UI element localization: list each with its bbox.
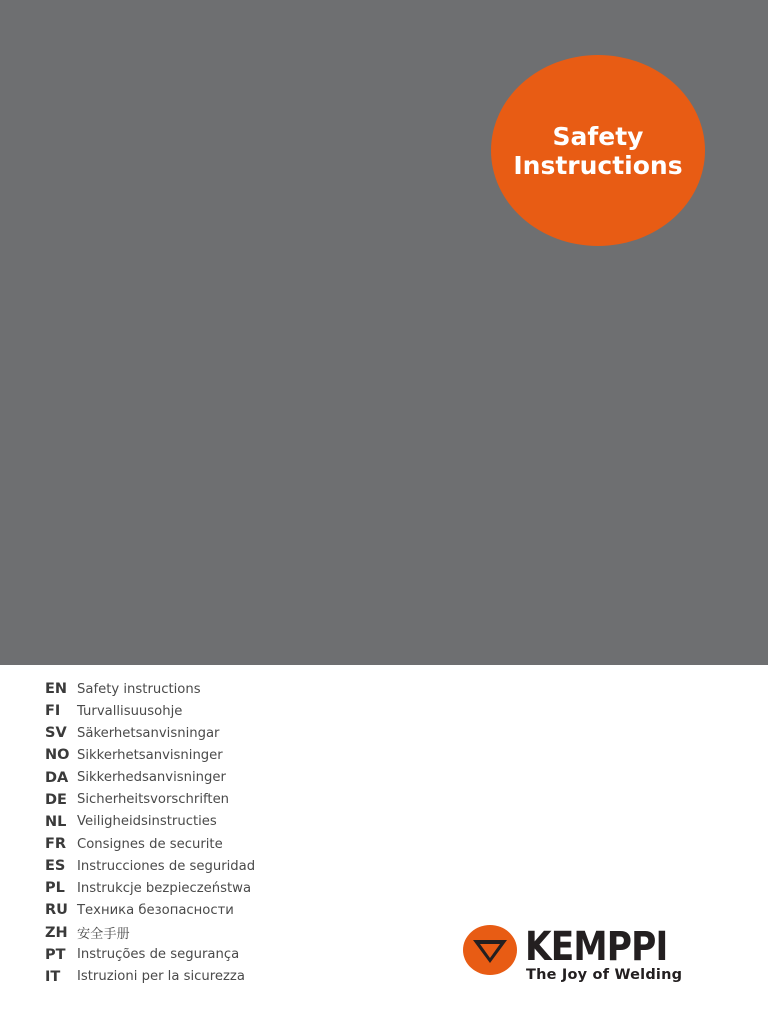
title-badge <box>491 55 705 246</box>
language-code: IT <box>45 968 61 985</box>
language-title: Instrukcje bezpieczeństwa <box>77 880 252 896</box>
kemppi-logo-icon <box>463 925 517 975</box>
language-item <box>45 678 425 700</box>
title-line-1: Safety <box>552 121 644 151</box>
language-title: Consignes de securite <box>77 836 223 852</box>
language-title: Sikkerhetsanvisninger <box>77 747 223 763</box>
language-item <box>45 966 425 988</box>
language-code: ZH <box>45 924 68 941</box>
language-code: NL <box>45 813 67 830</box>
language-code: NO <box>45 747 70 764</box>
language-item <box>45 789 425 811</box>
language-title: Sicherheitsvorschriften <box>77 792 230 808</box>
language-item <box>45 700 425 722</box>
language-item <box>45 922 425 944</box>
language-title: Safety instructions <box>77 681 201 697</box>
language-title: Instrucciones de seguridad <box>77 858 256 874</box>
brand-logo <box>463 925 703 987</box>
language-item <box>45 744 425 766</box>
language-item <box>45 833 425 855</box>
title-line-2: Instructions <box>513 150 683 180</box>
language-code: DA <box>45 769 69 786</box>
language-code: RU <box>45 902 68 919</box>
language-item <box>45 722 425 744</box>
language-title: Turvallisuusohje <box>77 703 183 719</box>
language-code: EN <box>45 681 68 698</box>
language-title: Istruzioni per la sicurezza <box>77 969 245 985</box>
language-item <box>45 811 425 833</box>
language-code: FI <box>45 703 61 720</box>
language-code: PL <box>45 880 65 897</box>
language-code: SV <box>45 725 67 742</box>
language-item <box>45 944 425 966</box>
brand-name: KEMPPI <box>525 924 668 970</box>
language-item <box>45 855 425 877</box>
language-list <box>45 678 425 988</box>
language-title: Veiligheidsinstructies <box>77 814 217 830</box>
brand-tagline: The Joy of Welding <box>526 967 683 983</box>
language-code: ES <box>45 858 66 875</box>
language-item <box>45 899 425 921</box>
language-title: 安全手册 <box>77 927 130 943</box>
language-title: Техника безопасности <box>77 902 234 918</box>
language-item <box>45 877 425 899</box>
language-title: Sikkerhedsanvisninger <box>77 770 226 786</box>
language-item <box>45 767 425 789</box>
language-code: PT <box>45 946 66 963</box>
language-code: DE <box>45 791 67 808</box>
language-title: Säkerhetsanvisningar <box>77 725 220 741</box>
language-code: FR <box>45 836 67 853</box>
language-title: Instruções de segurança <box>77 947 240 963</box>
